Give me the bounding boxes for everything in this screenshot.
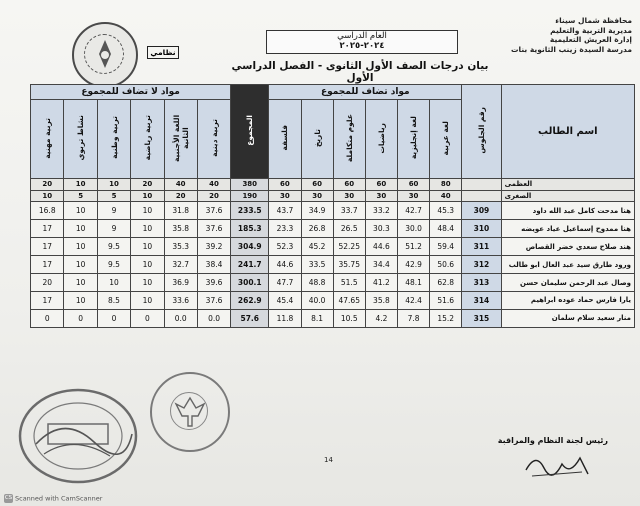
academic-year-box (266, 30, 458, 54)
grade-cell: 45.2 (301, 238, 333, 256)
committee-signature-label: رئيس لجنة النظام والمراقبة (497, 436, 608, 445)
table-row (31, 202, 635, 220)
score-limit-cell: 60 (301, 179, 333, 191)
header-line: مديرية التربية والتعليم (550, 25, 632, 35)
scanner-watermark (4, 494, 102, 503)
grade-cell: 30.3 (365, 220, 397, 238)
grade-cell: 10 (131, 256, 164, 274)
score-limit-cell: 80 (430, 179, 462, 191)
grade-cell: 17 (31, 292, 64, 310)
subject-header (197, 99, 230, 178)
total-cell: 233.5 (231, 202, 269, 220)
grade-cell: 42.7 (397, 202, 429, 220)
grade-cell: 9 (97, 220, 130, 238)
grade-cell: 51.2 (397, 238, 429, 256)
total-cell: 300.1 (231, 274, 269, 292)
grade-cell: 10 (131, 238, 164, 256)
subject-header-label: رياضيات (376, 122, 386, 154)
grade-cell: 41.2 (365, 274, 397, 292)
table-row (31, 274, 635, 292)
grade-cell: 33.7 (333, 202, 365, 220)
score-limit-cell: 20 (131, 179, 164, 191)
subject-header (365, 99, 397, 178)
subject-header-label: تربية وطنية (109, 116, 119, 160)
score-limit-cell: 40 (430, 190, 462, 202)
grade-cell: 40.0 (301, 292, 333, 310)
grade-cell: 0.0 (164, 309, 197, 327)
grade-cell: 26.5 (333, 220, 365, 238)
grade-cell: 8.1 (301, 309, 333, 327)
subject-header (269, 99, 301, 178)
subject-header-label: فلسفة (280, 125, 290, 151)
seat-number-cell: 313 (462, 274, 501, 292)
subject-header (64, 99, 97, 178)
grade-cell: 51.5 (333, 274, 365, 292)
table-row (31, 256, 635, 274)
grade-cell: 39.2 (197, 238, 230, 256)
total-cell: 241.7 (231, 256, 269, 274)
grade-cell: 37.6 (197, 220, 230, 238)
score-limit-cell: 60 (269, 179, 301, 191)
subject-header (301, 99, 333, 178)
total-cell: 185.3 (231, 220, 269, 238)
grade-cell: 35.75 (333, 256, 365, 274)
subject-header-label: نشاط تربوي (76, 115, 86, 161)
grade-cell: 44.6 (365, 238, 397, 256)
grade-cell: 45.4 (269, 292, 301, 310)
score-limit-cell: 5 (64, 190, 97, 202)
seat-cell-empty (462, 190, 501, 202)
grade-cell: 47.7 (269, 274, 301, 292)
subject-header-label: تربية دينية (209, 118, 219, 157)
table-row (31, 309, 635, 327)
student-name-header: اسم الطالب (501, 85, 634, 179)
seat-number-cell: 309 (462, 202, 501, 220)
grade-cell: 48.4 (430, 220, 462, 238)
student-name-cell: ورود طارق سيد عبد العال ابو طالب (501, 256, 634, 274)
grade-cell: 9.5 (97, 256, 130, 274)
header-line: محافظة شمال سيناء (555, 16, 632, 25)
grade-cell: 50.6 (430, 256, 462, 274)
grade-cell: 33.2 (365, 202, 397, 220)
academic-year-label: العام الدراسي (337, 31, 387, 41)
subject-header (430, 99, 462, 178)
grade-cell: 34.4 (365, 256, 397, 274)
score-limit-cell: 20 (31, 179, 64, 191)
subject-header-label: تربية رياضية (142, 115, 152, 161)
seat-number-cell: 314 (462, 292, 501, 310)
grade-cell: 31.8 (164, 202, 197, 220)
total-limit-cell: 190 (231, 190, 269, 202)
grade-cell: 17 (31, 256, 64, 274)
grade-cell: 10 (64, 292, 97, 310)
student-name-cell: يارا فارس حماد عوده ابراهيم (501, 292, 634, 310)
camscanner-icon: CS (4, 495, 13, 501)
grade-cell: 9 (97, 202, 130, 220)
score-limit-cell: 20 (164, 190, 197, 202)
total-cell: 304.9 (231, 238, 269, 256)
subject-header (131, 99, 164, 178)
grade-cell: 59.4 (430, 238, 462, 256)
table-row (31, 292, 635, 310)
total-header-label: المجموع (245, 115, 255, 146)
grade-cell: 52.3 (269, 238, 301, 256)
grade-cell: 7.8 (397, 309, 429, 327)
eagle-stamp (150, 372, 230, 452)
score-limit-cell: 60 (397, 179, 429, 191)
grade-cell: 11.8 (269, 309, 301, 327)
grade-cell: 35.8 (164, 220, 197, 238)
subject-header-label: علوم متكاملة (344, 113, 354, 162)
score-limit-cell: 60 (365, 179, 397, 191)
score-limit-cell: 40 (197, 179, 230, 191)
header-line: إدارة العريش التعليمية (549, 35, 632, 44)
subject-header (97, 99, 130, 178)
eagle-icon (152, 374, 228, 450)
grade-cell: 42.4 (397, 292, 429, 310)
grades-table (30, 84, 635, 328)
subject-header (31, 99, 64, 178)
seat-number-cell: 311 (462, 238, 501, 256)
academic-year-value: ٢٠٢٤-٢٠٢٥ (339, 41, 385, 51)
total-cell: 57.6 (231, 309, 269, 327)
grade-cell: 44.6 (269, 256, 301, 274)
grade-cell: 17 (31, 220, 64, 238)
subject-header-label: اللغة الأجنبية الثانية (171, 114, 190, 162)
grade-cell: 36.9 (164, 274, 197, 292)
grade-cell: 48.8 (301, 274, 333, 292)
grade-cell: 35.3 (164, 238, 197, 256)
grade-cell: 62.8 (430, 274, 462, 292)
score-limit-cell: 20 (197, 190, 230, 202)
seat-number-header (462, 85, 501, 179)
grade-cell: 45.3 (430, 202, 462, 220)
score-limit-cell: 30 (301, 190, 333, 202)
grade-cell: 48.1 (397, 274, 429, 292)
grade-cell: 34.9 (301, 202, 333, 220)
grade-cell: 38.4 (197, 256, 230, 274)
grade-cell: 39.6 (197, 274, 230, 292)
grade-cell: 8.5 (97, 292, 130, 310)
subject-header (164, 99, 197, 178)
grade-cell: 17 (31, 238, 64, 256)
group-added-header: مواد تضاف للمجموع (269, 85, 462, 100)
score-limit-cell: 30 (269, 190, 301, 202)
grade-cell: 35.8 (365, 292, 397, 310)
student-name-cell: وصال عبد الرحمن سليمان حسن (501, 274, 634, 292)
grade-cell: 0 (31, 309, 64, 327)
score-limit-cell: 30 (397, 190, 429, 202)
grade-cell: 10 (64, 238, 97, 256)
score-type-label: الصغرى (501, 190, 634, 202)
student-name-cell: هنا مدحت كامل عبد الله داود (501, 202, 634, 220)
grade-cell: 0 (97, 309, 130, 327)
grade-cell: 37.6 (197, 202, 230, 220)
total-cell: 262.9 (231, 292, 269, 310)
grade-cell: 32.7 (164, 256, 197, 274)
scanner-watermark-text: Scanned with CamScanner (15, 494, 103, 503)
grade-cell: 10 (64, 220, 97, 238)
seat-number-cell: 310 (462, 220, 501, 238)
seat-number-cell: 312 (462, 256, 501, 274)
handwritten-signature (522, 446, 592, 482)
score-limit-cell: 30 (365, 190, 397, 202)
subject-header-label: تاريخ (312, 128, 322, 147)
sheet-title: بيان درجات الصف الأول الثانوى - الفصل الدراسي الأول (231, 60, 489, 84)
grade-cell: 10 (131, 220, 164, 238)
grade-cell: 10 (64, 256, 97, 274)
subject-header-label: تربية مهنية (42, 117, 52, 159)
grade-cell: 15.2 (430, 309, 462, 327)
table-row (31, 220, 635, 238)
grade-cell: 33.6 (164, 292, 197, 310)
table-row (31, 238, 635, 256)
logo-emblem-icon (74, 24, 136, 86)
score-limit-cell: 10 (131, 190, 164, 202)
page-number: 14 (324, 456, 333, 464)
school-logo-seal (72, 22, 138, 88)
total-limit-cell: 380 (231, 179, 269, 191)
grade-cell: 51.6 (430, 292, 462, 310)
grade-cell: 26.8 (301, 220, 333, 238)
grade-cell: 33.5 (301, 256, 333, 274)
grade-cell: 0 (131, 309, 164, 327)
grade-cell: 23.3 (269, 220, 301, 238)
score-limit-cell: 10 (31, 190, 64, 202)
seat-number-cell: 315 (462, 309, 501, 327)
subject-header-label: لغة عربية (441, 120, 451, 156)
grade-cell: 10.5 (333, 309, 365, 327)
school-round-stamp (14, 384, 142, 488)
grade-cell: 0.0 (197, 309, 230, 327)
score-limit-cell: 40 (164, 179, 197, 191)
seat-cell-empty (462, 179, 501, 191)
regular-badge: نظامي (147, 46, 179, 59)
header-line: مدرسة السيدة زينب الثانوية بنات (510, 44, 632, 54)
student-name-cell: منار سعيد سلام سلمان (501, 309, 634, 327)
grade-cell: 37.6 (197, 292, 230, 310)
seat-number-header-label: رقم الجلوس (476, 107, 486, 154)
grade-cell: 10 (131, 274, 164, 292)
grade-cell: 10 (131, 202, 164, 220)
grade-cell: 42.9 (397, 256, 429, 274)
score-type-label: العظمى (501, 179, 634, 191)
subject-header (333, 99, 365, 178)
subject-header-label: لغة إنجليزية (409, 116, 419, 160)
score-limit-cell: 30 (333, 190, 365, 202)
grade-cell: 10 (64, 274, 97, 292)
grade-cell: 10 (64, 202, 97, 220)
grade-cell: 47.65 (333, 292, 365, 310)
total-header (231, 85, 269, 179)
score-limit-cell: 10 (97, 179, 130, 191)
group-not-added-header: مواد لا تضاف للمجموع (31, 85, 231, 100)
grade-cell: 0 (64, 309, 97, 327)
student-name-cell: هند صلاح سعدي خضر القصاص (501, 238, 634, 256)
grade-cell: 30.0 (397, 220, 429, 238)
grade-cell: 16.8 (31, 202, 64, 220)
grade-cell: 10 (97, 274, 130, 292)
grade-cell: 9.5 (97, 238, 130, 256)
grade-cell: 10 (131, 292, 164, 310)
grade-cell: 20 (31, 274, 64, 292)
score-limit-cell: 10 (64, 179, 97, 191)
student-name-cell: هنا ممدوح إسماعيل عياد عويضه (501, 220, 634, 238)
score-limit-cell: 5 (97, 190, 130, 202)
grade-cell: 4.2 (365, 309, 397, 327)
school-header (504, 16, 632, 54)
grade-cell: 52.25 (333, 238, 365, 256)
score-limit-cell: 60 (333, 179, 365, 191)
subject-header (397, 99, 429, 178)
grade-cell: 43.7 (269, 202, 301, 220)
